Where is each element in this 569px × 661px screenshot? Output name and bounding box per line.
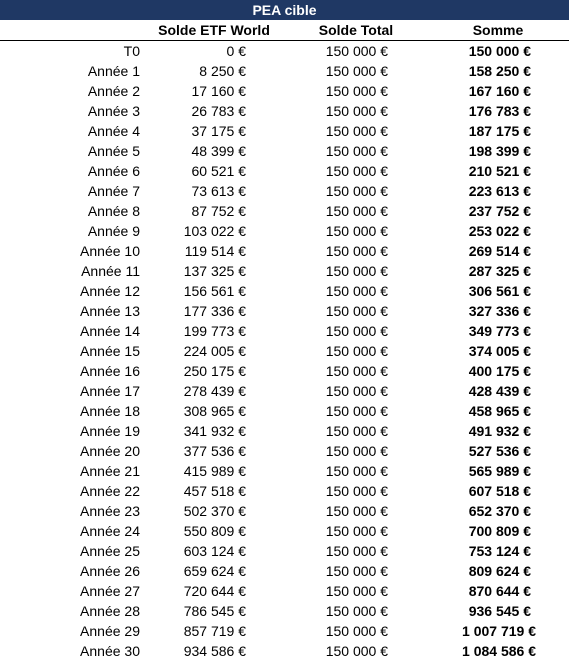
- table-row: [0, 581, 569, 601]
- table-row: [0, 261, 569, 281]
- etf-balance-cell: 199 773 €: [183, 323, 246, 339]
- year-cell: Année 13: [80, 303, 140, 319]
- table-row: [0, 461, 569, 481]
- sum-cell: 870 644 €: [468, 583, 531, 599]
- total-balance-cell: 150 000 €: [325, 543, 388, 559]
- total-balance-cell: 150 000 €: [325, 83, 388, 99]
- etf-balance-cell: 603 124 €: [183, 543, 246, 559]
- table-row: [0, 601, 569, 621]
- column-header-total: Solde Total: [318, 22, 394, 38]
- total-balance-cell: 150 000 €: [325, 103, 388, 119]
- etf-balance-cell: 457 518 €: [183, 483, 246, 499]
- etf-balance-cell: 73 613 €: [191, 183, 246, 199]
- column-header-sum: Somme: [472, 22, 524, 38]
- table-row: [0, 641, 569, 661]
- table-row: [0, 141, 569, 161]
- table-row: [0, 181, 569, 201]
- year-cell: Année 25: [80, 543, 140, 559]
- table-row: [0, 341, 569, 361]
- total-balance-cell: 150 000 €: [325, 623, 388, 639]
- total-balance-cell: 150 000 €: [325, 503, 388, 519]
- etf-balance-cell: 0 €: [226, 43, 246, 59]
- total-balance-cell: 150 000 €: [325, 363, 388, 379]
- year-cell: Année 23: [80, 503, 140, 519]
- etf-balance-cell: 17 160 €: [191, 83, 246, 99]
- table-row: [0, 241, 569, 261]
- year-cell: T0: [123, 43, 140, 59]
- sum-cell: 198 399 €: [468, 143, 531, 159]
- sum-cell: 565 989 €: [468, 463, 531, 479]
- year-cell: Année 8: [87, 203, 140, 219]
- sum-cell: 374 005 €: [468, 343, 531, 359]
- year-cell: Année 10: [80, 243, 140, 259]
- sum-cell: 428 439 €: [468, 383, 531, 399]
- year-cell: Année 26: [80, 563, 140, 579]
- year-cell: Année 28: [80, 603, 140, 619]
- sum-cell: 809 624 €: [468, 563, 531, 579]
- table-row: [0, 221, 569, 241]
- total-balance-cell: 150 000 €: [325, 343, 388, 359]
- sum-cell: 306 561 €: [468, 283, 531, 299]
- etf-balance-cell: 119 514 €: [184, 243, 246, 259]
- sum-cell: 700 809 €: [468, 523, 531, 539]
- etf-balance-cell: 87 752 €: [191, 203, 246, 219]
- etf-balance-cell: 308 965 €: [183, 403, 246, 419]
- table-row: [0, 541, 569, 561]
- total-balance-cell: 150 000 €: [325, 243, 388, 259]
- etf-balance-cell: 720 644 €: [183, 583, 246, 599]
- etf-balance-cell: 786 545 €: [183, 603, 246, 619]
- total-balance-cell: 150 000 €: [325, 223, 388, 239]
- year-cell: Année 1: [87, 63, 140, 79]
- table-row: [0, 281, 569, 301]
- table-row: [0, 401, 569, 421]
- sum-cell: 349 773 €: [468, 323, 531, 339]
- sum-cell: 237 752 €: [468, 203, 531, 219]
- sum-cell: 176 783 €: [468, 103, 531, 119]
- table-row: [0, 481, 569, 501]
- etf-balance-cell: 502 370 €: [183, 503, 246, 519]
- sum-cell: 491 932 €: [468, 423, 531, 439]
- etf-balance-cell: 48 399 €: [191, 143, 246, 159]
- year-cell: Année 15: [80, 343, 140, 359]
- total-balance-cell: 150 000 €: [325, 163, 388, 179]
- table-row: [0, 201, 569, 221]
- etf-balance-cell: 103 022 €: [183, 223, 246, 239]
- year-cell: Année 18: [80, 403, 140, 419]
- sum-cell: 150 000 €: [468, 43, 531, 59]
- sum-cell: 458 965 €: [468, 403, 531, 419]
- sum-cell: 210 521 €: [468, 163, 531, 179]
- year-cell: Année 9: [87, 223, 140, 239]
- total-balance-cell: 150 000 €: [325, 563, 388, 579]
- year-cell: Année 16: [80, 363, 140, 379]
- etf-balance-cell: 60 521 €: [191, 163, 246, 179]
- column-header-row: [0, 20, 569, 41]
- total-balance-cell: 150 000 €: [325, 263, 388, 279]
- table-row: [0, 161, 569, 181]
- etf-balance-cell: 377 536 €: [183, 443, 246, 459]
- sum-cell: 936 545 €: [468, 603, 531, 619]
- total-balance-cell: 150 000 €: [325, 323, 388, 339]
- table-row: [0, 441, 569, 461]
- sum-cell: 269 514 €: [468, 243, 531, 259]
- year-cell: Année 22: [80, 483, 140, 499]
- year-cell: Année 4: [87, 123, 140, 139]
- table-title: PEA cible: [0, 0, 569, 20]
- table-row: [0, 421, 569, 441]
- etf-balance-cell: 934 586 €: [183, 643, 246, 659]
- sum-cell: 223 613 €: [468, 183, 531, 199]
- sum-cell: 253 022 €: [468, 223, 531, 239]
- total-balance-cell: 150 000 €: [325, 63, 388, 79]
- etf-balance-cell: 415 989 €: [183, 463, 246, 479]
- year-cell: Année 6: [87, 163, 140, 179]
- sum-cell: 287 325 €: [468, 263, 531, 279]
- table-row: [0, 561, 569, 581]
- table-row: [0, 501, 569, 521]
- year-cell: Année 24: [80, 523, 140, 539]
- total-balance-cell: 150 000 €: [325, 443, 388, 459]
- table-row: [0, 361, 569, 381]
- etf-balance-cell: 26 783 €: [191, 103, 246, 119]
- sum-cell: 187 175 €: [468, 123, 531, 139]
- year-cell: Année 12: [80, 283, 140, 299]
- total-balance-cell: 150 000 €: [325, 303, 388, 319]
- etf-balance-cell: 8 250 €: [199, 63, 246, 79]
- table-row: [0, 81, 569, 101]
- total-balance-cell: 150 000 €: [325, 523, 388, 539]
- etf-balance-cell: 137 325 €: [183, 263, 246, 279]
- total-balance-cell: 150 000 €: [325, 43, 388, 59]
- sum-cell: 400 175 €: [468, 363, 531, 379]
- etf-balance-cell: 224 005 €: [183, 343, 246, 359]
- etf-balance-cell: 177 336 €: [183, 303, 246, 319]
- year-cell: Année 27: [80, 583, 140, 599]
- year-cell: Année 17: [80, 383, 140, 399]
- total-balance-cell: 150 000 €: [325, 183, 388, 199]
- total-balance-cell: 150 000 €: [325, 403, 388, 419]
- year-cell: Année 2: [87, 83, 140, 99]
- total-balance-cell: 150 000 €: [325, 583, 388, 599]
- total-balance-cell: 150 000 €: [325, 283, 388, 299]
- total-balance-cell: 150 000 €: [325, 143, 388, 159]
- etf-balance-cell: 156 561 €: [183, 283, 246, 299]
- sum-cell: 753 124 €: [468, 543, 531, 559]
- total-balance-cell: 150 000 €: [325, 463, 388, 479]
- total-balance-cell: 150 000 €: [325, 383, 388, 399]
- etf-balance-cell: 857 719 €: [183, 623, 246, 639]
- table-row: [0, 621, 569, 641]
- etf-balance-cell: 550 809 €: [183, 523, 246, 539]
- year-cell: Année 21: [80, 463, 140, 479]
- total-balance-cell: 150 000 €: [325, 643, 388, 659]
- table-row: [0, 521, 569, 541]
- sum-cell: 527 536 €: [468, 443, 531, 459]
- sum-cell: 327 336 €: [468, 303, 531, 319]
- sum-cell: 1 084 586 €: [462, 643, 536, 659]
- table-body: [0, 41, 569, 661]
- etf-balance-cell: 659 624 €: [183, 563, 246, 579]
- year-cell: Année 29: [80, 623, 140, 639]
- etf-balance-cell: 278 439 €: [183, 383, 246, 399]
- sum-cell: 652 370 €: [468, 503, 531, 519]
- table-row: [0, 381, 569, 401]
- year-cell: Année 11: [81, 263, 140, 279]
- table-row: [0, 321, 569, 341]
- etf-balance-cell: 37 175 €: [191, 123, 246, 139]
- total-balance-cell: 150 000 €: [325, 203, 388, 219]
- total-balance-cell: 150 000 €: [325, 603, 388, 619]
- table-row: [0, 121, 569, 141]
- table-row: [0, 101, 569, 121]
- etf-balance-cell: 250 175 €: [183, 363, 246, 379]
- year-cell: Année 3: [87, 103, 140, 119]
- sum-cell: 167 160 €: [468, 83, 531, 99]
- sum-cell: 158 250 €: [468, 63, 531, 79]
- sum-cell: 1 007 719 €: [462, 623, 536, 639]
- total-balance-cell: 150 000 €: [325, 483, 388, 499]
- etf-balance-cell: 341 932 €: [183, 423, 246, 439]
- year-cell: Année 14: [80, 323, 140, 339]
- total-balance-cell: 150 000 €: [325, 423, 388, 439]
- year-cell: Année 7: [87, 183, 140, 199]
- sum-cell: 607 518 €: [468, 483, 531, 499]
- year-cell: Année 19: [80, 423, 140, 439]
- total-balance-cell: 150 000 €: [325, 123, 388, 139]
- table-row: [0, 61, 569, 81]
- year-cell: Année 20: [80, 443, 140, 459]
- column-header-etf: Solde ETF World: [158, 22, 270, 38]
- table-row: [0, 301, 569, 321]
- year-cell: Année 30: [80, 643, 140, 659]
- table-row: [0, 41, 569, 61]
- year-cell: Année 5: [87, 143, 140, 159]
